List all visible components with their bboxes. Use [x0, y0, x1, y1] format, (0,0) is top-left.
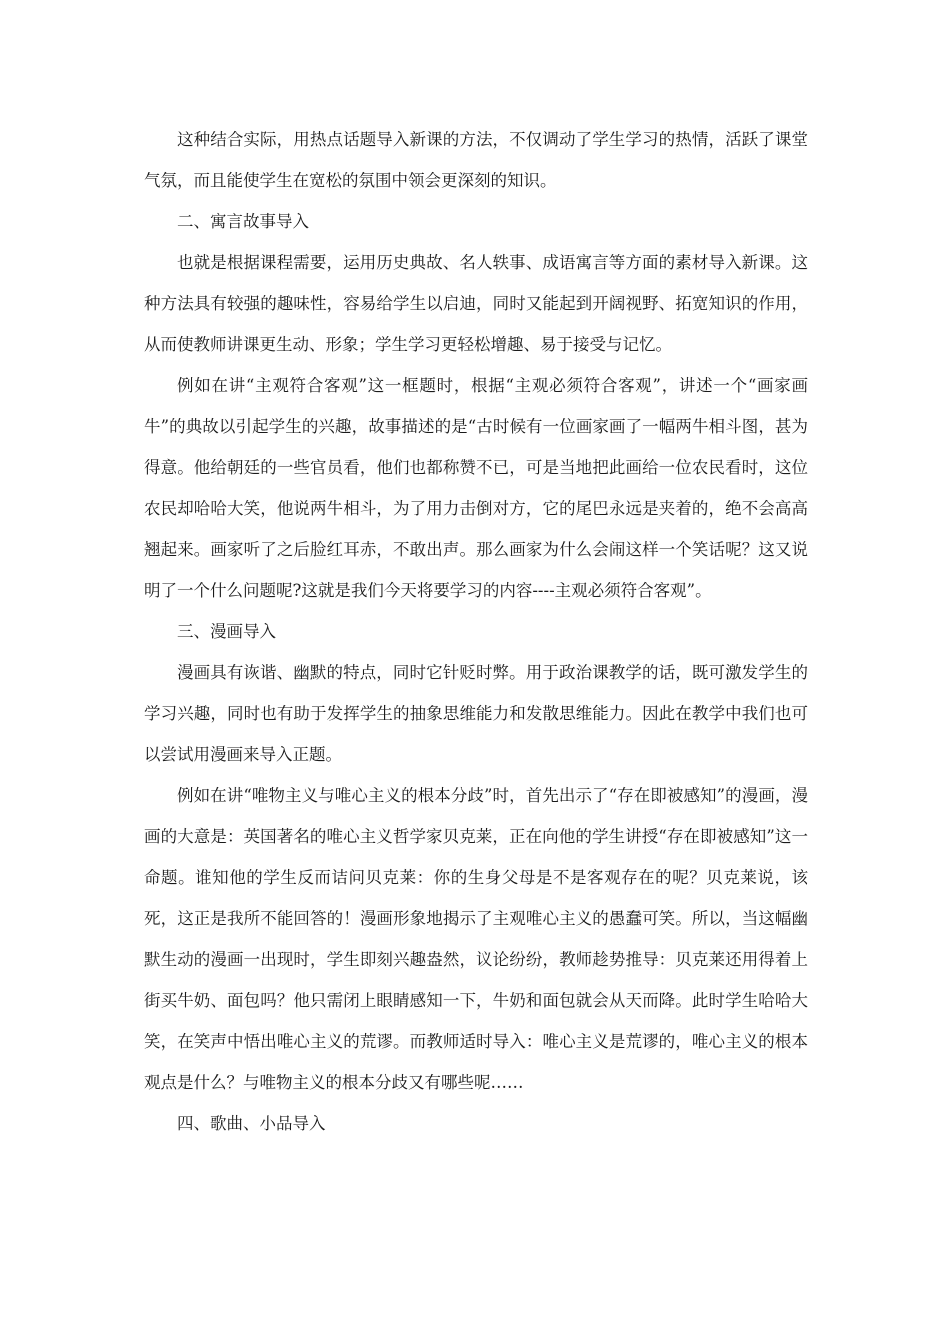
paragraph-fable-description: 也就是根据课程需要，运用历史典故、名人轶事、成语寓言等方面的素材导入新课。这种方法具有较强的趣味性，容易给学生以启迪，同时又能起到开阔视野、拓宽知识的作用，从而使教师讲课更生动、形象；学生学习更轻松增趣、易于接受与记忆。 [144, 253, 808, 354]
paragraph-comic-example: 例如在讲“唯物主义与唯心主义的根本分歧”时，首先出示了“存在即被感知”的漫画，漫画的大意是：英国著名的唯心主义哲学家贝克莱，正在向他的学生讲授“存在即被感知”这一命题。谁知他的学生反而诘问贝克莱：你的生身父母是不是客观存在的呢？贝克莱说，该死，这正是我所不能回答的！漫画形象地揭示了主观唯心主义的愚蠢可笑。所以，当这幅幽默生动的漫画一出现时，学生即刻兴趣盎然，议论纷纷，教师趁势推导：贝克莱还用得着上街买牛奶、面包吗？他只需闭上眼睛感知一下，牛奶和面包就会从天而降。此时学生哈哈大笑，在笑声中悟出唯心主义的荒谬。而教师适时导入：唯心主义是荒谬的，唯心主义的根本观点是什么？与唯物主义的根本分歧又有哪些呢…… [144, 786, 808, 1092]
section-heading-fable: 二、寓言故事导入 [177, 212, 309, 231]
document-body [144, 119, 808, 1144]
paragraph-intro-summary: 这种结合实际，用热点话题导入新课的方法，不仅调动了学生学习的热情，活跃了课堂气氛，而且能使学生在宽松的氛围中领会更深刻的知识。 [144, 130, 808, 190]
section-heading-song-skit: 四、歌曲、小品导入 [177, 1114, 326, 1133]
paragraph-comic-description: 漫画具有诙谐、幽默的特点，同时它针贬时弊。用于政治课教学的话，既可激发学生的学习兴趣，同时也有助于发挥学生的抽象思维能力和发散思维能力。因此在教学中我们也可以尝试用漫画来导入正题。 [144, 663, 808, 764]
section-heading-comic: 三、漫画导入 [177, 622, 276, 641]
paragraph-fable-example: 例如在讲“主观符合客观”这一框题时，根据“主观必须符合客观”，讲述一个“画家画牛”的典故以引起学生的兴趣，故事描述的是“古时候有一位画家画了一幅两牛相斗图，甚为得意。他给朝廷的一些官员看，他们也都称赞不已，可是当地把此画给一位农民看时，这位农民却哈哈大笑，他说两牛相斗，为了用力击倒对方，它的尾巴永远是夹着的，绝不会高高翘起来。画家听了之后脸红耳赤，不敢出声。那么画家为什么会闹这样一个笑话呢？这又说明了一个什么问题呢?这就是我们今天将要学习的内容----主观必须符合客观”。 [144, 376, 808, 600]
